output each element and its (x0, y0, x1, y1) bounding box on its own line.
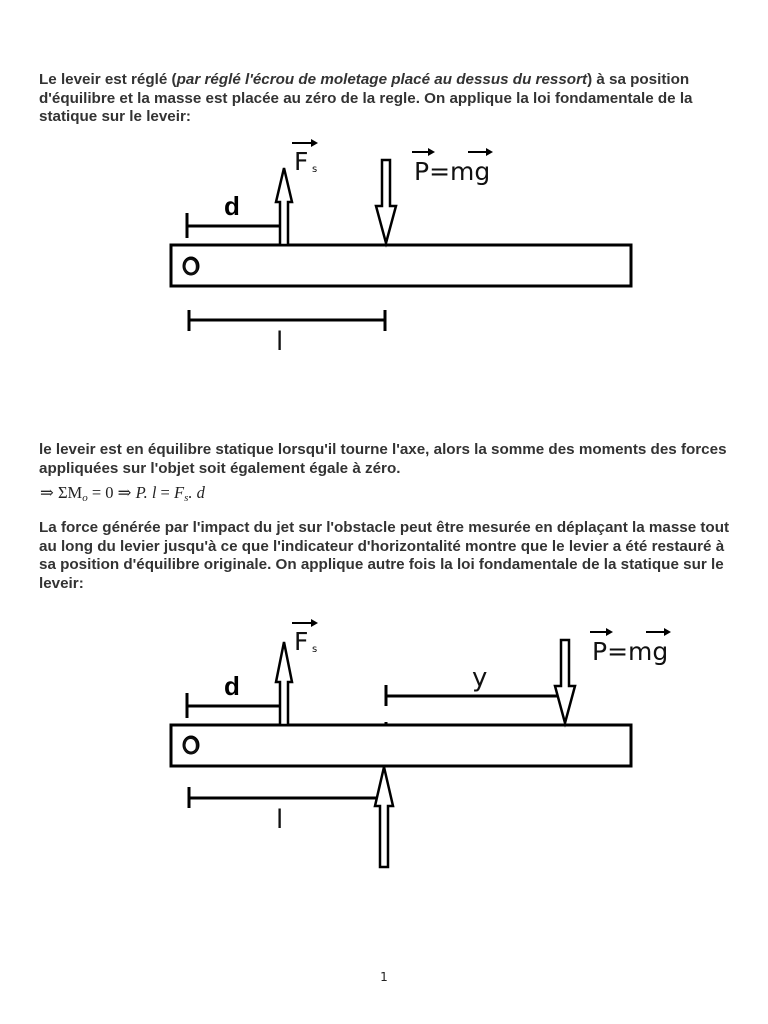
weight-label: P=mg (592, 637, 669, 666)
implies-symbol: ⇒ (40, 483, 58, 502)
lever-beam (171, 725, 631, 766)
lever-diagram-jet-impact (0, 610, 768, 880)
force-symbol: F (173, 483, 185, 502)
moment-equation (40, 483, 205, 504)
spring-force-arrow (276, 642, 292, 725)
d-label: d (224, 671, 240, 701)
d-label: d (224, 191, 240, 221)
lever-beam (171, 245, 631, 286)
moment-weight: P. l (135, 483, 157, 502)
paragraph-jet-force: La force générée par l'impact du jet sur l'obstacle peut être mesurée en déplaçant la masse tout au long du levier jusqu'à ce que l'indicateur d'horizontalité montre que le levier a été restauré à sa position d'équilibre originale. On applique autre fois la loi fondamentale de la statique sur le leveir: (39, 519, 730, 592)
lever-diagram-equilibrium (0, 130, 768, 370)
paragraph-italic-text: par réglé l'écrou de moletage placé au dessus du ressort (176, 71, 588, 88)
sum-moment: ΣM (57, 483, 83, 502)
implies-symbol: ⇒ (117, 483, 136, 502)
equals-sign: = (156, 483, 174, 502)
moment-force: . d (188, 483, 205, 502)
subscript-s: s (184, 492, 189, 504)
y-label: y (472, 663, 488, 693)
spring-force-subscript: s (312, 644, 318, 655)
jet-force-arrow (375, 767, 393, 867)
paragraph-equilibrium: le leveir est en équilibre statique lorsqu'il tourne l'axe, alors la somme des moments des forces appliquées sur l'objet soit également égale à zéro. (39, 441, 727, 477)
pivot-label: O (182, 735, 200, 760)
spring-force-label: F (294, 147, 309, 176)
equals-zero: = 0 (87, 483, 118, 502)
spring-force-subscript: s (312, 164, 318, 175)
weight-arrow (376, 160, 396, 243)
spring-force-arrow (276, 168, 292, 245)
page-number: 1 (380, 970, 388, 984)
l-label: l (276, 327, 284, 357)
weight-arrow (555, 640, 575, 723)
spring-force-label: F (294, 627, 309, 656)
paragraph-text: Le leveir est réglé ( (39, 71, 177, 88)
paragraph-lever-setup (39, 71, 739, 127)
paragraph-text: ) à sa position d'équilibre et la masse est placée au zéro de la regle. On applique la loi fondamentale de la statique sur le leveir: (39, 71, 693, 125)
l-label: l (276, 805, 284, 835)
subscript-o: o (82, 492, 88, 504)
pivot-label: O (182, 256, 200, 281)
weight-label: P=mg (414, 157, 491, 186)
